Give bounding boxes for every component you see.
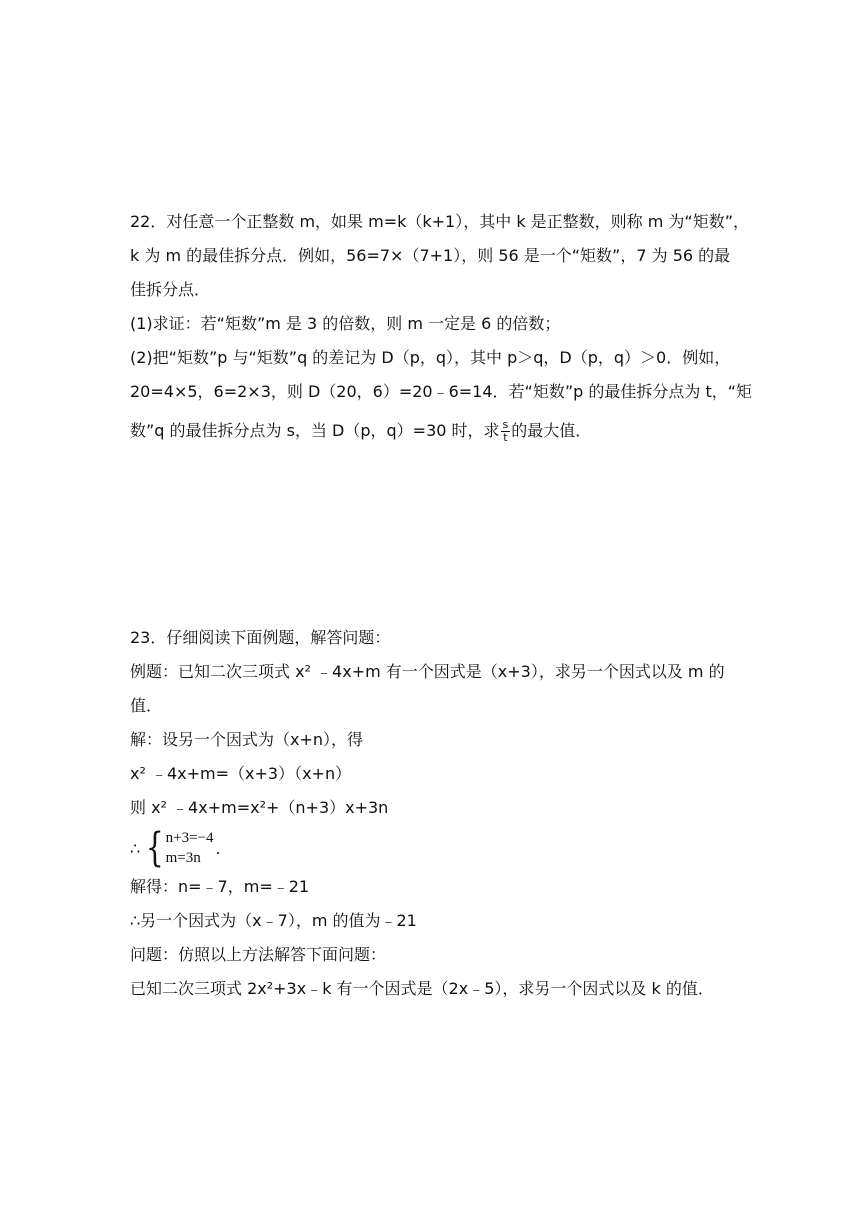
q23-problem: 已知二次三项式 2x²+3x﹣k 有一个因式是（2x﹣5），求另一个因式以及 k 的值． [130, 979, 714, 998]
left-brace-icon: { [146, 825, 164, 871]
q22-part-2-line-3-before: 数”q 的最佳拆分点为 s，当 D（p，q）=30 时，求 [130, 421, 500, 440]
q23-heading: 23．仔细阅读下面例题，解答问题： [130, 628, 391, 647]
fraction-denominator: t [503, 431, 508, 444]
q23-solution-line-1: 解：设另一个因式为（x+n），得 [130, 730, 364, 749]
system-equation-2: m=3n [165, 850, 201, 866]
q23-solution-line-2: x² ﹣4x+m=（x+3）（x+n） [130, 764, 352, 783]
system-equations [166, 828, 214, 868]
q22-part-2-line-1: (2)把“矩数”p 与“矩数”q 的差记为 D（p，q），其中 p＞q，D（p，q）＞0．例如， [130, 348, 731, 367]
q23-example-line-2: 值． [130, 696, 163, 715]
therefore-symbol: ∴ [130, 838, 141, 858]
q22-part-2-line-3 [130, 419, 591, 444]
q22-part-2-line-3-after: 的最大值． [511, 421, 592, 440]
q23-solution-line-4: 解得：n=﹣7，m=﹣21 [130, 877, 310, 896]
system-equation-1: n+3=−4 [165, 830, 214, 846]
q22-part-2-line-2: 20=4×5，6=2×3，则 D（20，6）=20﹣6=14．若“矩数”p 的最佳拆分点为 t，“矩 [130, 382, 753, 401]
q23-solution-line-3: 则 x² ﹣4x+m=x²+（n+3）x+3n [130, 798, 389, 817]
q23-example-line-1: 例题：已知二次三项式 x² ﹣4x+m 有一个因式是（x+3），求另一个因式以及 m 的 [130, 662, 725, 681]
equation-system [130, 826, 221, 870]
q23-solution-line-5: ∴另一个因式为（x﹣7），m 的值为﹣21 [130, 911, 417, 930]
q23-problem-intro: 问题：仿照以上方法解答下面问题： [130, 945, 387, 964]
s-over-t-fraction [501, 419, 511, 444]
fraction-numerator: s [502, 418, 509, 431]
q22-part-1: (1)求证：若“矩数”m 是 3 的倍数，则 m 一定是 6 的倍数； [130, 314, 561, 333]
system-period: . [215, 838, 221, 858]
q22-line-1: 22．对任意一个正整数 m，如果 m=k（k+1），其中 k 是正整数，则称 m 为“矩数”， [130, 212, 750, 231]
q22-line-2: k 为 m 的最佳拆分点．例如，56=7×（7+1），则 56 是一个“矩数”，7 为 56 的最 [130, 246, 731, 265]
q22-line-3: 佳拆分点． [130, 280, 211, 299]
